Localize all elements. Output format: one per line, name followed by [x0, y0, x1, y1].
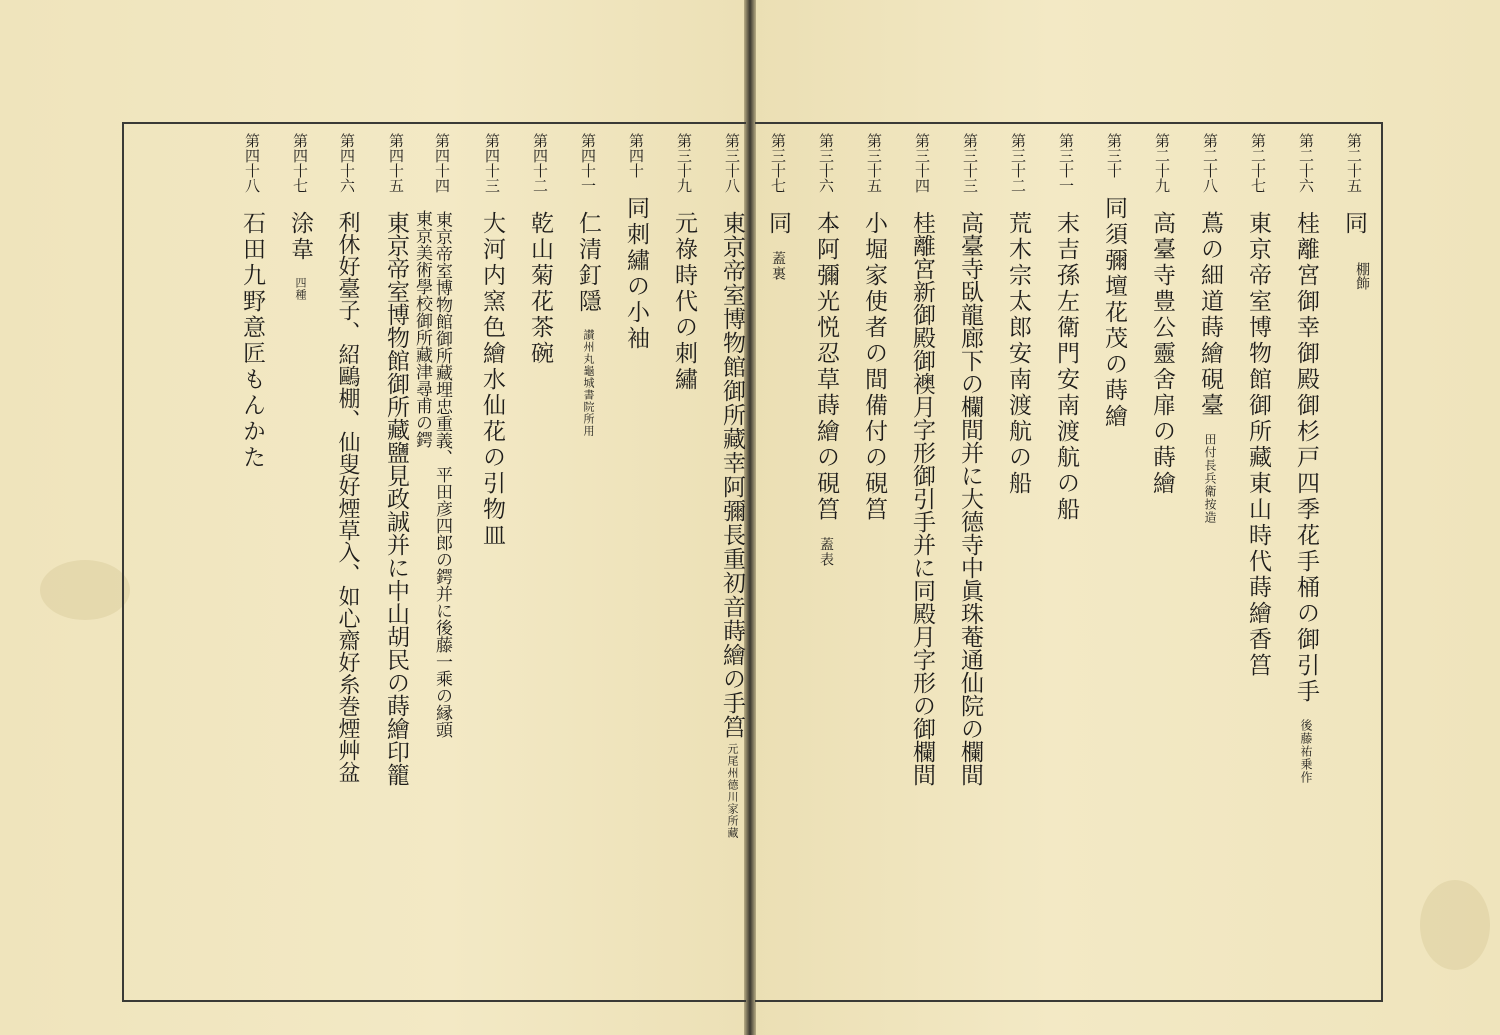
entry-title: 高臺寺臥龍廊下の欄間并に大德寺中眞珠菴通仙院の欄間 — [957, 211, 983, 786]
entry-number: 第二十六 — [1297, 133, 1315, 193]
list-item — [906, 133, 939, 786]
entry-title: 同 — [1341, 211, 1367, 237]
list-item — [284, 133, 317, 301]
entry-title-line2: 東京美術學校御所藏津尋甫の鍔 — [412, 210, 432, 448]
list-item — [332, 133, 363, 783]
entry-note: 四種 — [294, 277, 307, 301]
entry-number: 第三十三 — [961, 133, 979, 193]
entry-number: 第二十九 — [1153, 133, 1171, 193]
paper-stain — [1420, 880, 1490, 970]
category-tag: 棚飾 — [1354, 262, 1370, 290]
entry-number: 第二十五 — [1345, 133, 1363, 193]
entry-number: 第二十七 — [1249, 133, 1267, 193]
entry-title: 東京帝室博物館御所藏鹽見政誠并に中山胡民の蒔繪印籠 — [383, 211, 409, 786]
paper-stain — [40, 560, 130, 620]
entry-title: 乾山菊花茶碗 — [527, 211, 553, 367]
entry-title: 小堀家使者の間備付の硯筥 — [861, 211, 887, 523]
entry-note: 後藤祐乗作 — [1299, 719, 1313, 784]
entry-note: 元尾州德川家所藏 — [726, 743, 739, 839]
entry-number: 第四十三 — [483, 133, 501, 193]
list-item — [524, 133, 557, 367]
entry-title: 元祿時代の刺繡 — [671, 211, 697, 393]
entry-title: 同須彌壇花茂の蒔繪 — [1101, 196, 1127, 430]
list-item — [668, 133, 701, 393]
list-item — [1290, 133, 1323, 784]
list-item-continuation — [410, 210, 435, 448]
entry-title: 東京帝室博物館御所藏幸阿彌長重初音蒔繪の手筥 — [719, 211, 745, 739]
entry-number: 第三十四 — [913, 133, 931, 193]
entry-title: 本阿彌光悦忍草蒔繪の硯筥 — [813, 211, 839, 523]
entry-number: 第三十一 — [1057, 133, 1075, 193]
list-item — [858, 133, 891, 523]
list-item — [954, 133, 987, 786]
entry-number: 第三十八 — [723, 133, 741, 193]
entry-title: 末吉孫左衛門安南渡航の船 — [1053, 211, 1079, 523]
list-item — [1194, 133, 1227, 524]
entry-number: 第三十五 — [865, 133, 883, 193]
entry-title: 同刺繡の小袖 — [623, 196, 649, 352]
list-item — [1242, 133, 1275, 679]
entry-number: 第三十七 — [769, 133, 787, 193]
entry-note: 蓋裏 — [770, 251, 786, 281]
entry-title: 東京帝室博物館御所藏東山時代蒔繪香筥 — [1245, 211, 1271, 679]
list-item — [380, 133, 413, 786]
entry-title: 桂離宮新御殿御襖月字形御引手并に同殿月字形の御欄間 — [909, 211, 935, 786]
entry-title: 涂韋 — [287, 211, 313, 263]
entry-number: 第四十四 — [433, 133, 451, 193]
entry-title: 東京帝室博物館御所藏埋忠重義、平田彦四郎の鍔并に後藤一乘の縁頭 — [432, 211, 452, 738]
list-item — [1338, 133, 1371, 237]
entry-title: 桂離宮御幸御殿御杉戸四季花手桶の御引手 — [1293, 211, 1319, 705]
list-item — [716, 133, 749, 839]
list-item — [572, 133, 605, 437]
list-item — [1002, 133, 1035, 497]
list-item — [810, 133, 843, 567]
entry-number: 第四十二 — [531, 133, 549, 193]
entry-number: 第四十六 — [338, 133, 356, 193]
entry-title: 同 — [765, 211, 791, 237]
list-item — [476, 133, 509, 549]
entry-number: 第四十 — [627, 133, 645, 178]
entry-note: 蓋表 — [818, 537, 834, 567]
entry-number: 第三十六 — [817, 133, 835, 193]
entry-number: 第四十七 — [291, 133, 309, 193]
list-item — [236, 133, 269, 471]
entry-note: 田付長兵衛按造 — [1203, 433, 1217, 524]
entry-title: 高臺寺豊公靈舍扉の蒔繪 — [1149, 211, 1175, 497]
list-item — [1146, 133, 1179, 497]
entry-number: 第二十八 — [1201, 133, 1219, 193]
entry-note: 讃州丸龜城書院所用 — [582, 329, 595, 437]
list-item — [620, 133, 653, 352]
entry-number: 第三十二 — [1009, 133, 1027, 193]
entry-number: 第四十五 — [387, 133, 405, 193]
entry-title: 石田九野意匠もんかた — [239, 211, 265, 471]
entry-title: 利休好臺子、紹鷗棚、仙叟好煙草入、如心齋好糸巻煙艸盆 — [335, 211, 360, 783]
list-item — [762, 133, 795, 281]
list-item — [1050, 133, 1083, 523]
list-item — [1098, 133, 1131, 430]
entry-number: 第三十九 — [675, 133, 693, 193]
entry-number: 第四十一 — [579, 133, 597, 193]
entry-title: 大河内窯色繪水仙花の引物皿 — [479, 211, 505, 549]
entry-title: 荒木宗太郎安南渡航の船 — [1005, 211, 1031, 497]
entry-title: 蔦の細道蒔繪硯臺 — [1197, 211, 1223, 419]
entry-title: 仁清釘隱 — [575, 211, 601, 315]
entry-number: 第三十 — [1105, 133, 1123, 178]
entry-number: 第四十八 — [243, 133, 261, 193]
